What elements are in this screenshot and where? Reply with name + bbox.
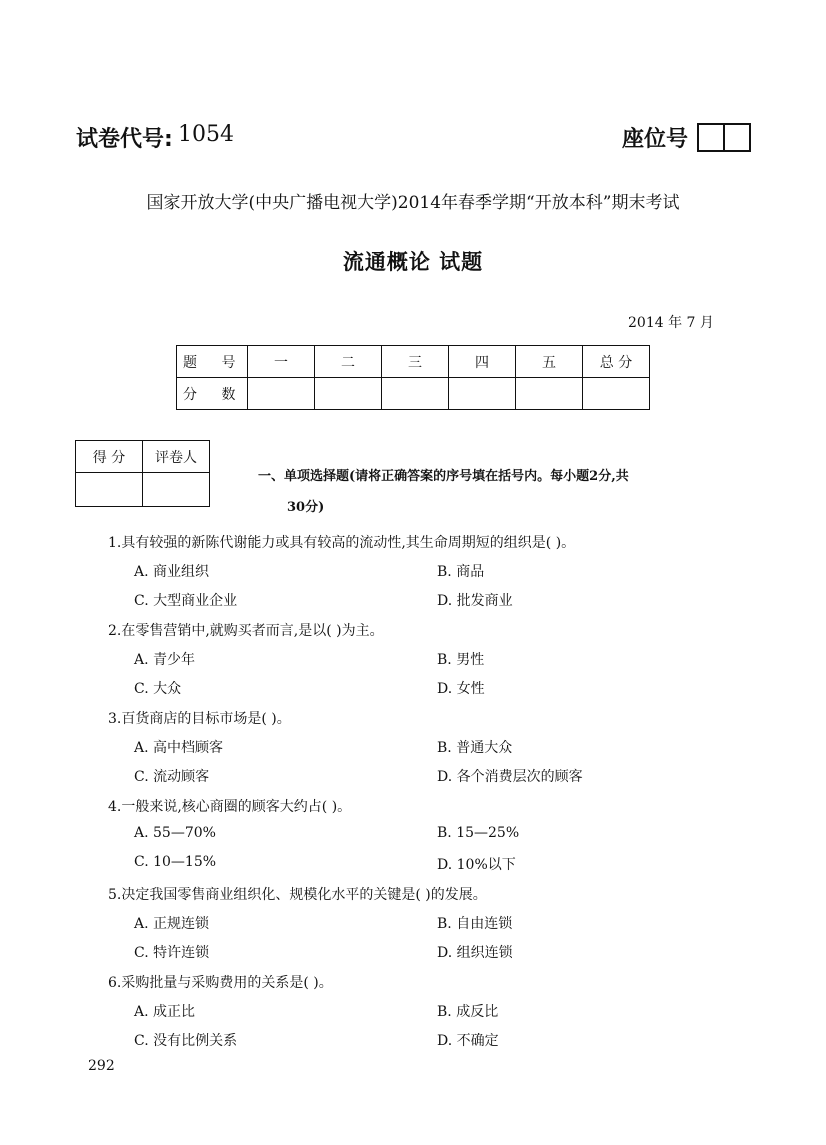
score-header-cell: 一 [248,346,315,378]
question-stem: 5.决定我国零售商业组织化、规模化水平的关键是( )的发展。 [108,887,487,903]
question-stem: 1.具有较强的新陈代谢能力或具有较高的流动性,其生命周期短的组织是( )。 [108,535,576,551]
exam-title: 国家开放大学(中央广播电视大学)2014年春季学期“开放本科”期末考试 [146,193,680,213]
exam-date: 2014 年 7 月 [628,315,714,331]
page-number: 292 [88,1058,115,1074]
score-header-cell: 三 [382,346,449,378]
grader-header-row [76,441,210,473]
score-row-label: 分 数 [177,378,248,410]
option-d: D. 10%以下 [437,857,516,873]
option-b: B. 男性 [437,652,485,668]
score-cell [449,378,516,410]
option-d: D. 批发商业 [437,593,513,609]
score-header-cell: 题 号 [177,346,248,378]
option-c: C. 流动顾客 [134,769,210,785]
option-d: D. 组织连锁 [437,945,513,961]
score-header-cell: 总 分 [583,346,650,378]
option-b: B. 自由连锁 [437,916,513,932]
option-b: B. 普通大众 [437,740,513,756]
grader-body-row [76,473,210,507]
option-d: D. 不确定 [437,1033,499,1049]
seat-number-label: 座位号 [622,127,689,152]
score-cell [248,378,315,410]
option-c: C. 特许连锁 [134,945,210,961]
option-c: C. 没有比例关系 [134,1033,238,1049]
option-a: A. 高中档顾客 [134,740,224,756]
grader-table [75,440,210,507]
score-table [176,345,650,410]
option-c: C. 大众 [134,681,182,697]
option-a: A. 55—70% [134,825,216,841]
question-stem: 2.在零售营销中,就购买者而言,是以( )为主。 [108,623,384,639]
exam-code-label: 试卷代号: [76,127,173,152]
score-header-cell: 五 [516,346,583,378]
grader-score-cell [76,473,143,507]
score-cell [583,378,650,410]
grader-name-cell [143,473,210,507]
option-a: A. 商业组织 [134,564,210,580]
grader-name-label: 评卷人 [143,441,210,473]
score-cell [516,378,583,410]
score-table-header-row [177,346,650,378]
seat-box [699,125,725,150]
option-b: B. 商品 [437,564,485,580]
option-c: C. 大型商业企业 [134,593,238,609]
section-heading: 一、单项选择题(请将正确答案的序号填在括号内。每小题2分,共 [258,469,629,484]
option-a: A. 正规连锁 [134,916,210,932]
seat-number-boxes [697,123,751,152]
option-a: A. 成正比 [134,1004,196,1020]
option-a: A. 青少年 [134,652,196,668]
score-cell [382,378,449,410]
subject-title: 流通概论 试题 [342,250,484,274]
score-table-score-row [177,378,650,410]
question-stem: 4.一般来说,核心商圈的顾客大约占( )。 [108,799,352,815]
option-c: C. 10—15% [134,854,217,870]
section-heading-continued: 30分) [287,500,325,515]
question-stem: 6.采购批量与采购费用的关系是( )。 [108,975,333,991]
score-header-cell: 二 [315,346,382,378]
seat-box [725,125,749,150]
option-b: B. 成反比 [437,1004,499,1020]
option-d: D. 各个消费层次的顾客 [437,769,583,785]
exam-code-value: 1054 [178,122,234,147]
score-header-cell: 四 [449,346,516,378]
question-stem: 3.百货商店的目标市场是( )。 [108,711,291,727]
option-d: D. 女性 [437,681,485,697]
score-cell [315,378,382,410]
option-b: B. 15—25% [437,825,520,841]
grader-score-label: 得 分 [76,441,143,473]
